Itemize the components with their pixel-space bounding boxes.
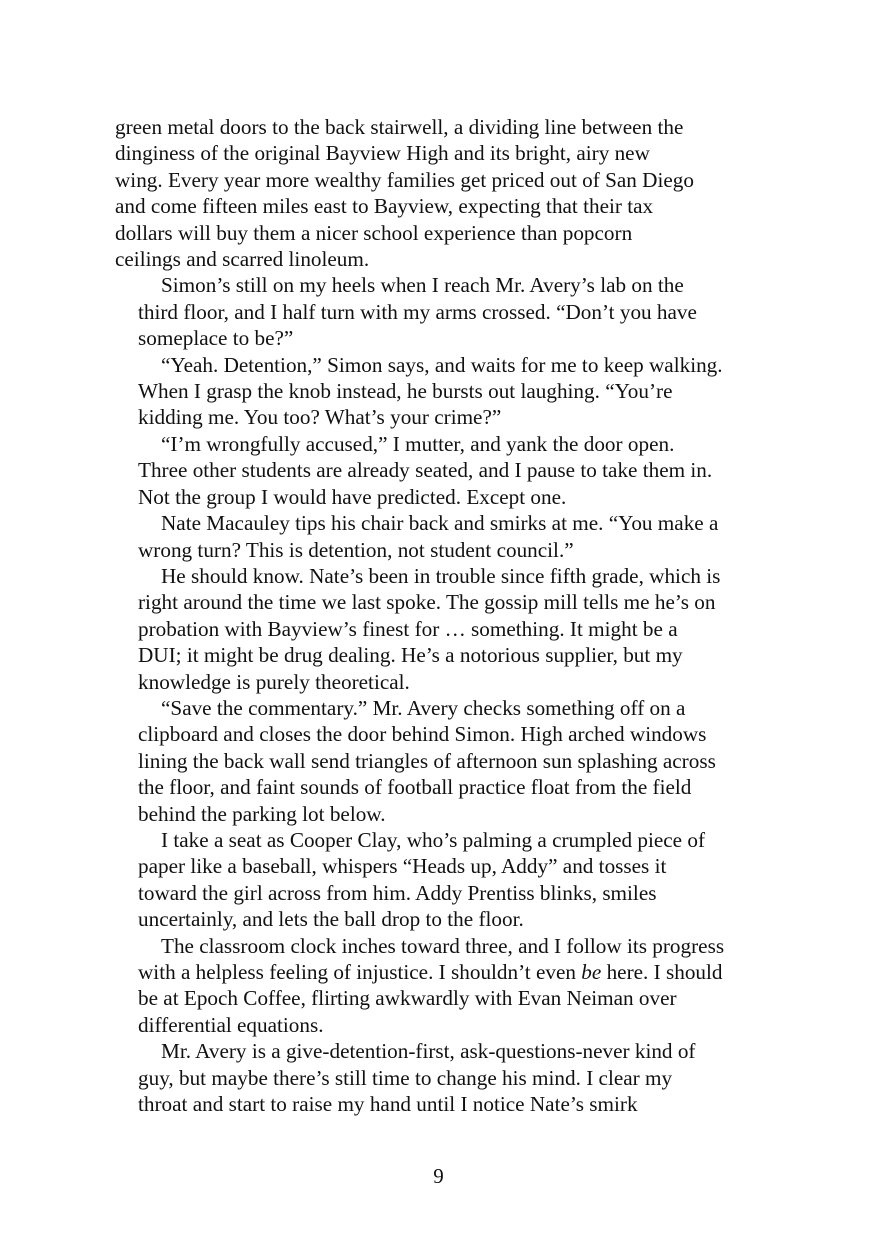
text-line: differential equations. — [138, 1012, 324, 1037]
text-line: “Save the commentary.” Mr. Avery checks something off on a — [161, 695, 686, 720]
text-line: dollars will buy them a nicer school experience than popcorn — [115, 220, 633, 245]
paragraph — [115, 827, 765, 933]
text-line: someplace to be?” — [138, 326, 294, 351]
text-line: kidding me. You too? What’s your crime?” — [138, 405, 502, 430]
paragraph — [115, 933, 765, 1039]
paragraph — [115, 272, 765, 351]
text-line: Simon’s still on my heels when I reach Mr. Avery’s lab on the — [161, 273, 684, 298]
text-line: green metal doors to the back stairwell, a dividing line between the — [115, 115, 684, 139]
text-line: probation with Bayview’s finest for … something. It might be a — [138, 616, 678, 641]
text-line: dinginess of the original Bayview High and its bright, airy new — [115, 141, 650, 166]
text-line: behind the parking lot below. — [138, 801, 386, 826]
text-line: paper like a baseball, whispers “Heads up, Addy” and tosses it — [138, 854, 667, 879]
paragraph — [115, 695, 765, 827]
text-line: “I’m wrongfully accused,” I mutter, and yank the door open. — [161, 431, 675, 456]
text-run: with a helpless feeling of injustice. I shouldn’t even — [138, 960, 582, 984]
text-line-with-italic — [115, 959, 765, 985]
text-line: throat and start to raise my hand until I notice Nate’s smirk — [138, 1092, 638, 1117]
text-line: right around the time we last spoke. The gossip mill tells me he’s on — [138, 590, 716, 615]
text-line: third floor, and I half turn with my arms crossed. “Don’t you have — [138, 299, 697, 324]
paragraph — [115, 114, 765, 272]
text-line: clipboard and closes the door behind Simon. High arched windows — [138, 722, 707, 747]
paragraph — [115, 352, 765, 431]
text-line: knowledge is purely theoretical. — [138, 669, 410, 694]
text-line: He should know. Nate’s been in trouble since fifth grade, which is — [161, 563, 721, 588]
text-line: ceilings and scarred linoleum. — [115, 247, 370, 272]
text-line: be at Epoch Coffee, flirting awkwardly with Evan Neiman over — [138, 986, 677, 1011]
text-line: Mr. Avery is a give-detention-first, ask-questions-never kind of — [161, 1039, 696, 1064]
text-line: I take a seat as Cooper Clay, who’s palming a crumpled piece of — [161, 827, 706, 852]
page-number: 9 — [433, 1164, 444, 1188]
text-line: lining the back wall send triangles of afternoon sun splashing across — [138, 748, 716, 773]
text-line: wrong turn? This is detention, not student council.” — [138, 537, 574, 562]
paragraph — [115, 563, 765, 695]
text-line: and come fifteen miles east to Bayview, expecting that their tax — [115, 194, 654, 219]
paragraph — [115, 510, 765, 563]
text-line: The classroom clock inches toward three, and I follow its progress — [161, 933, 725, 958]
paragraph — [115, 1038, 765, 1117]
body-text — [115, 114, 765, 1117]
paragraph — [115, 431, 765, 510]
text-line: When I grasp the knob instead, he bursts out laughing. “You’re — [138, 379, 673, 404]
text-line: uncertainly, and lets the ball drop to the floor. — [138, 907, 524, 932]
text-line: “Yeah. Detention,” Simon says, and waits for me to keep walking. — [161, 352, 723, 377]
text-line: guy, but maybe there’s still time to change his mind. I clear my — [138, 1065, 673, 1090]
text-run: here. I should — [601, 960, 723, 984]
text-line: Three other students are already seated, and I pause to take them in. — [138, 458, 713, 483]
text-line: DUI; it might be drug dealing. He’s a notorious supplier, but my — [138, 643, 683, 668]
text-line: Not the group I would have predicted. Except one. — [138, 484, 567, 509]
italic-emphasis: be — [581, 960, 602, 984]
text-line: Nate Macauley tips his chair back and smirks at me. “You make a — [161, 511, 719, 536]
text-line: the floor, and faint sounds of football practice float from the field — [138, 775, 692, 800]
text-line: toward the girl across from him. Addy Prentiss blinks, smiles — [138, 880, 657, 905]
text-line: wing. Every year more wealthy families get priced out of San Diego — [115, 167, 694, 192]
